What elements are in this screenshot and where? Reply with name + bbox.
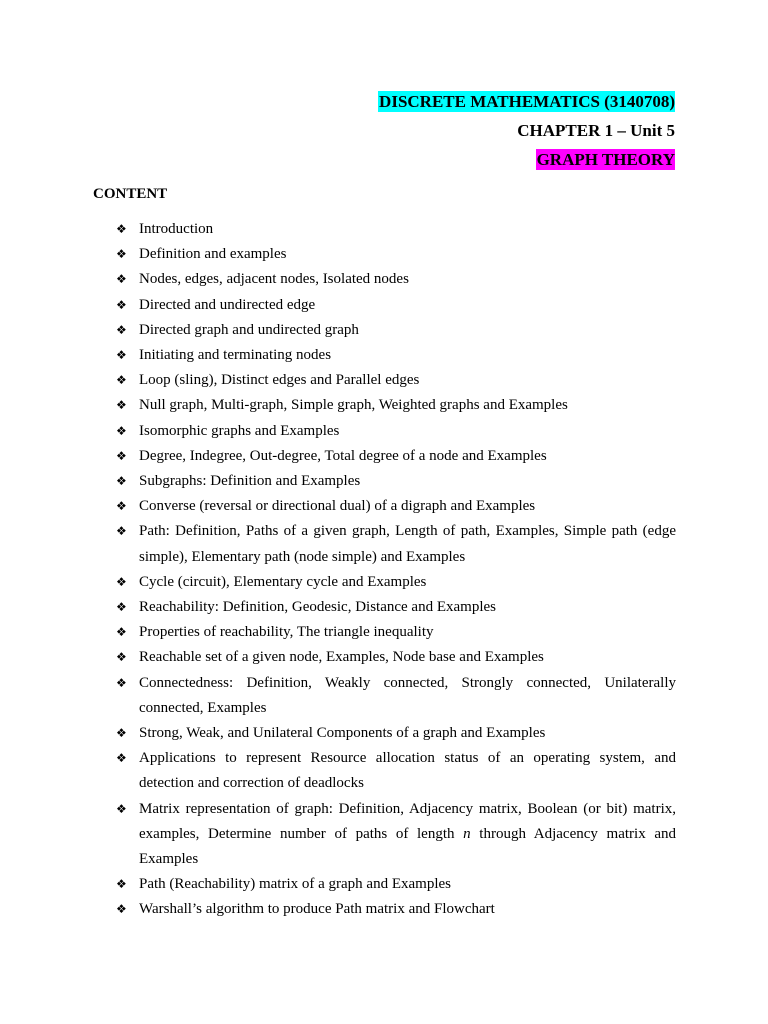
diamond-bullet-icon: ❖ — [116, 524, 127, 539]
diamond-bullet-icon: ❖ — [116, 322, 127, 337]
document-header — [378, 87, 675, 174]
diamond-bullet-icon: ❖ — [116, 600, 127, 615]
diamond-bullet-icon: ❖ — [116, 675, 127, 690]
list-item — [116, 746, 676, 796]
diamond-bullet-icon: ❖ — [116, 650, 127, 665]
list-item-text: Initiating and terminating nodes — [139, 347, 332, 364]
list-item — [116, 393, 676, 418]
list-item — [116, 897, 676, 922]
diamond-bullet-icon: ❖ — [116, 474, 127, 489]
list-item — [116, 595, 676, 620]
list-item — [116, 217, 676, 242]
topic-title-line — [378, 145, 675, 174]
list-item-text: Degree, Indegree, Out-degree, Total degree of a node and Examples — [139, 447, 547, 464]
list-item — [116, 444, 676, 469]
list-item-text: Loop (sling), Distinct edges and Parallel edges — [139, 372, 420, 389]
list-item — [116, 519, 676, 569]
list-item — [116, 293, 676, 318]
list-item-text: Null graph, Multi-graph, Simple graph, Weighted graphs and Examples — [139, 397, 568, 414]
list-item — [116, 721, 676, 746]
diamond-bullet-icon: ❖ — [116, 348, 127, 363]
list-item-text: Introduction — [139, 221, 214, 237]
list-item-text: Connectedness: Definition, Weakly connected, Strongly connected, Unilaterally connected, Examples — [139, 674, 676, 716]
content-heading: CONTENT — [93, 186, 168, 202]
diamond-bullet-icon: ❖ — [116, 222, 127, 236]
list-item — [116, 318, 676, 343]
diamond-bullet-icon: ❖ — [116, 801, 127, 816]
list-item-text: Isomorphic graphs and Examples — [139, 422, 340, 439]
list-item-text: Strong, Weak, and Unilateral Components of a graph and Examples — [139, 725, 546, 742]
list-item-text: Nodes, edges, adjacent nodes, Isolated nodes — [139, 271, 409, 288]
list-item-italic-variable: n — [463, 825, 471, 842]
list-item-text: Properties of reachability, The triangle inequality — [139, 624, 434, 641]
diamond-bullet-icon: ❖ — [116, 297, 127, 312]
diamond-bullet-icon: ❖ — [116, 499, 127, 514]
list-item — [116, 267, 676, 292]
list-item — [116, 570, 676, 595]
list-item — [116, 645, 676, 670]
list-item-text: Path (Reachability) matrix of a graph and Examples — [139, 876, 451, 893]
topic-title: GRAPH THEORY — [536, 150, 675, 169]
list-item-text: Reachability: Definition, Geodesic, Distance and Examples — [139, 599, 496, 616]
list-item — [116, 419, 676, 444]
chapter-title-line — [378, 116, 675, 145]
list-item-text — [139, 801, 676, 867]
list-item — [116, 620, 676, 645]
content-list — [116, 217, 676, 923]
chapter-title: CHAPTER 1 – Unit 5 — [517, 121, 675, 140]
list-item-text: Subgraphs: Definition and Examples — [139, 473, 361, 490]
diamond-bullet-icon: ❖ — [116, 398, 127, 413]
diamond-bullet-icon: ❖ — [116, 625, 127, 640]
list-item-text: Cycle (circuit), Elementary cycle and Examples — [139, 573, 427, 590]
list-item-text: Path: Definition, Paths of a given graph, Length of path, Examples, Simple path (edge simple), Elementary path (node simple) and Examples — [139, 523, 676, 565]
list-item-text-part: Matrix representation of graph: Definition, Adjacency matrix, Boolean (or bit) matrix, examples, Determine number of paths of length — [139, 800, 676, 842]
diamond-bullet-icon: ❖ — [116, 448, 127, 463]
list-item — [116, 469, 676, 494]
list-item-text: Definition and examples — [139, 246, 287, 263]
list-item-text: Reachable set of a given node, Examples, Node base and Examples — [139, 649, 544, 666]
course-title-line — [378, 87, 675, 116]
list-item-text: Applications to represent Resource allocation status of an operating system, and detection and correction of deadlocks — [139, 750, 676, 792]
list-item — [116, 494, 676, 519]
list-item — [116, 343, 676, 368]
list-item — [116, 872, 676, 897]
diamond-bullet-icon: ❖ — [116, 574, 127, 589]
course-title: DISCRETE MATHEMATICS (3140708) — [379, 92, 675, 111]
list-item-text: Directed graph and undirected graph — [139, 321, 359, 338]
list-item-text: Warshall’s algorithm to produce Path matrix and Flowchart — [139, 901, 495, 918]
list-item — [116, 671, 676, 721]
diamond-bullet-icon: ❖ — [116, 877, 127, 892]
list-item — [116, 242, 676, 267]
list-item-text: Converse (reversal or directional dual) of a digraph and Examples — [139, 498, 536, 515]
diamond-bullet-icon: ❖ — [116, 423, 127, 438]
list-item-text: Directed and undirected edge — [139, 296, 316, 313]
list-item-text-part: through Adjacency matrix and Examples — [139, 825, 676, 868]
diamond-bullet-icon: ❖ — [116, 247, 127, 262]
diamond-bullet-icon: ❖ — [116, 373, 127, 388]
diamond-bullet-icon: ❖ — [116, 751, 127, 766]
list-item — [116, 368, 676, 393]
diamond-bullet-icon: ❖ — [116, 902, 127, 917]
diamond-bullet-icon: ❖ — [116, 726, 127, 741]
list-item — [116, 797, 676, 873]
diamond-bullet-icon: ❖ — [116, 272, 127, 287]
